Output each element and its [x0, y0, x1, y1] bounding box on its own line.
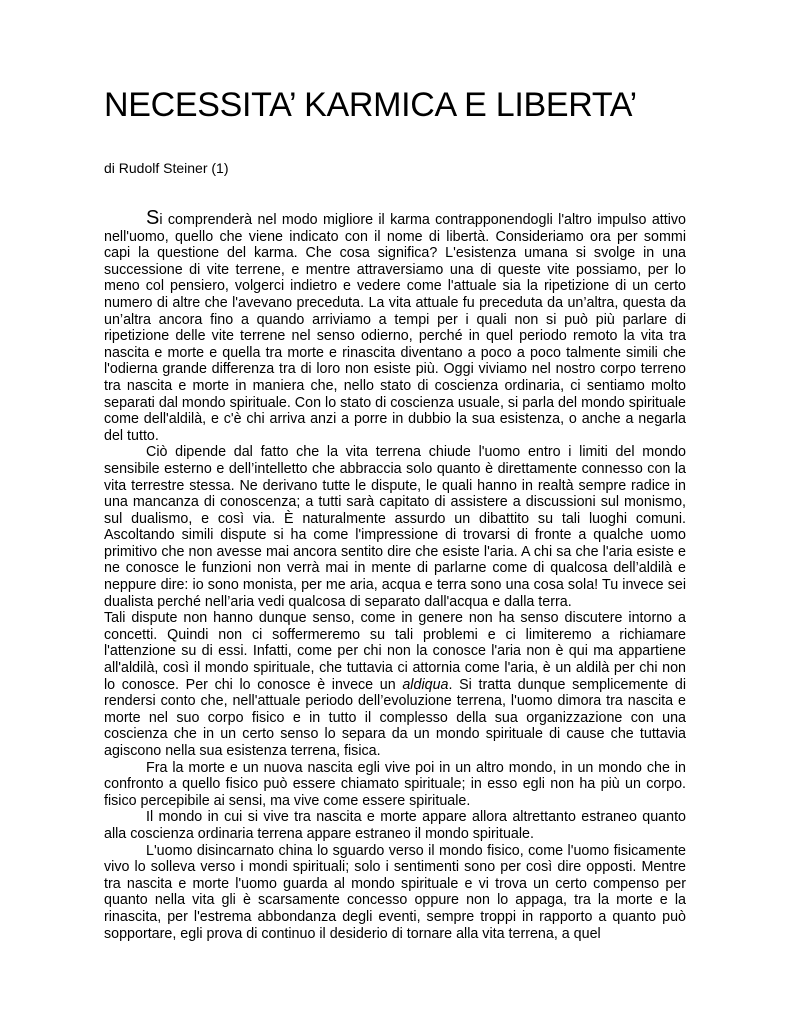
document-title: NECESSITA’ KARMICA E LIBERTA’ [104, 86, 637, 124]
paragraph-5: Il mondo in cui si vive tra nascita e morte appare allora altrettanto estraneo quanto alla coscienza ordinaria terrena appare estraneo il mondo spirituale. [104, 809, 686, 842]
paragraph-3 [104, 610, 686, 759]
drop-cap: S [146, 207, 160, 229]
paragraph-2: Ciò dipende dal fatto che la vita terrena chiude l'uomo entro i limiti del mondo sensibile esterno e dell’intelletto che abbraccia solo quanto è direttamente connesso con la vita terrestre stessa. Ne derivano tutte le dispute, le quali hanno in realtà sempre radice in una mancanza di conoscenza; a tutti sarà capitato di assistere a discussioni sul monismo, sul dualismo, e così via. È naturalmente assurdo un dibattito su tali luoghi comuni. Ascoltando simili dispute si ha come l'impressione di trovarsi di fronte a qualche uomo primitivo che non avesse mai ancora sentito dire che esiste l'aria. A chi sa che l'aria esiste e ne conosce le funzioni non verrà mai in mente di parlarne come di qualcosa dell’aldilà e neppure dire: io sono monista, per me aria, acqua e terra sono una cosa sola! Tu invece sei dualista perché nell’aria vedi qualcosa di separato dall'acqua e dalla terra. [104, 444, 686, 610]
author-byline: di Rudolf Steiner (1) [104, 160, 229, 176]
document-body [104, 207, 687, 942]
paragraph-3-text-b: . Si tratta dunque semplicemente di rendersi conto che, nell'attuale periodo dell’evoluzione terrena, l'uomo dimora tra nascita e morte nel suo corpo fisico e in tutto il complesso della sua organizzazione con una coscienza che in un certo senso lo separa da un mondo spirituale di cause che tuttavia agiscono nella sua esistenza terrena, fisica. [104, 676, 687, 759]
paragraph-3-text-a: Tali dispute non hanno dunque senso, come in genere non ha senso discutere intorno a concetti. Quindi non ci soffermeremo su tali problemi e ci limiteremo a richiamare l'attenzione su di essi. Infatti, come per chi non la conosce l'aria non è qui ma appartiene all'aldilà, così il mondo spirituale, che tuttavia ci attornia come l'aria, è un aldilà per chi non lo conosce. Per chi lo conosce è invece un [104, 610, 686, 693]
paragraph-6: L'uomo disincarnato china lo sguardo verso il mondo fisico, come l'uomo fisicamente vivo lo solleva verso i mondi spirituali; solo i sentimenti sono per così dire opposti. Mentre tra nascita e morte l'uomo guarda al mondo spirituale e vi trova un certo compenso per quanto nella vita gli è scarsamente concesso oppure non lo appaga, tra la morte e la rinascita, per l'estrema abbondanza degli eventi, sempre troppi in rapporto a quanto può sopportare, egli prova di continuo il desiderio di tornare alla vita terrena, a quel [104, 842, 686, 942]
paragraph-1 [104, 207, 686, 444]
emphasis-aldiqua: aldiqua [402, 676, 449, 693]
paragraph-1-text: i comprenderà nel modo migliore il karma contrapponendogli l'altro impulso attivo nell'uomo, quello che viene indicato con il nome di libertà. Consideriamo ora per sommi capi la questione del karma. Che cosa significa? L'esistenza umana si svolge in una successione di vite terrene, e mentre attraversiamo una di queste vite possiamo, per lo meno col pensiero, volgerci indietro e vedere come l'attuale sia la ripetizione di un certo numero di altre che l'avevano preceduta. La vita attuale fu preceduta da un’altra, questa da un’altra ancora fino a quando arriviamo a tempi per i quali non si può più parlare di ripetizione delle vite terrene nel senso odierno, perché in quel periodo remoto la vita tra nascita e morte e quella tra morte e rinascita diventano a poco a poco talmente simili che l'odierna grande differenza tra di loro non esiste più. Oggi viviamo nel nostro corpo terreno tra nascita e morte in maniera che, nello stato di coscienza ordinaria, ci sentiamo molto separati dal mondo spirituale. Con lo stato di coscienza usuale, si parla del mondo spirituale come dell'aldilà, e c'è chi arriva anzi a porre in dubbio la sua esistenza, o anche a negarla del tutto. [104, 212, 686, 444]
paragraph-4: Fra la morte e un nuova nascita egli vive poi in un altro mondo, in un mondo che in confronto a quello fisico può essere chiamato spirituale; in esso egli non ha più un corpo. fisico percepibile ai sensi, ma vive come essere spirituale. [104, 759, 686, 809]
